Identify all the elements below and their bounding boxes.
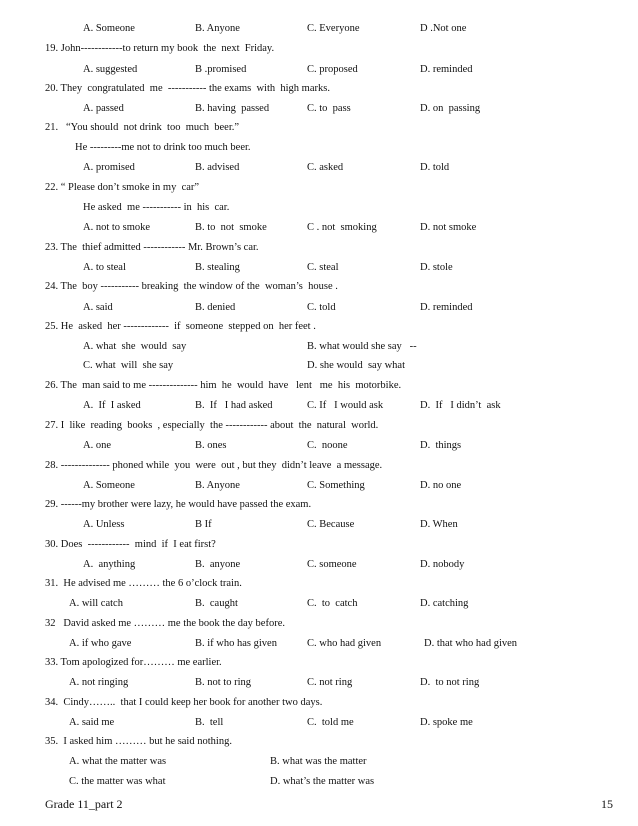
option-b: B. denied: [195, 302, 236, 313]
question-30: 30. Does ------------ mind if I eat first?: [45, 539, 216, 550]
option-b: B If: [195, 519, 212, 530]
question-29: 29. ------my brother were lazy, he would have passed the exam.: [45, 499, 312, 510]
option-c: C. the matter was what: [69, 776, 166, 787]
option-b: B. Anyone: [195, 480, 240, 491]
option-d: D. told: [420, 162, 450, 173]
option-a: A. If I asked: [83, 400, 141, 411]
option-b: B. tell: [195, 717, 224, 728]
option-c: C. steal: [307, 262, 339, 273]
option-c: C. told me: [307, 717, 354, 728]
option-c: C. proposed: [307, 64, 358, 75]
question-22-sub: He asked me ----------- in his car.: [83, 202, 230, 213]
option-b: B. advised: [195, 162, 240, 173]
question-35: 35. I asked him ……… but he said nothing.: [45, 736, 232, 747]
option-b: B. anyone: [195, 559, 241, 570]
option-a: A. what the matter was: [69, 756, 167, 767]
option-a: A. one: [83, 440, 111, 451]
option-b: B. if who has given: [195, 638, 277, 649]
option-c: C. who had given: [307, 638, 382, 649]
question-19: 19. John------------to return my book the next Friday.: [45, 43, 275, 54]
option-d: D. spoke me: [420, 717, 473, 728]
option-b: B. caught: [195, 598, 238, 609]
option-d: D. things: [420, 440, 462, 451]
option-d: D. catching: [420, 598, 469, 609]
question-32: 32 David asked me ……… me the book the day before.: [45, 618, 285, 629]
option-b: B. having passed: [195, 103, 270, 114]
option-d: D. that who had given: [424, 638, 518, 649]
question-21-sub: He ---------me not to drink too much beer.: [75, 142, 251, 153]
option-a: A. promised: [83, 162, 135, 173]
footer-title: Grade 11_part 2: [45, 797, 123, 811]
option-d: D. what’s the matter was: [270, 776, 375, 787]
option-d: D .Not one: [420, 23, 467, 34]
option-a: A. what she would say: [83, 341, 187, 352]
option-d: D. If I didn’t ask: [420, 400, 501, 411]
option-a: A. not to smoke: [83, 222, 151, 233]
option-c: C. to pass: [307, 103, 351, 114]
option-c: C. Everyone: [307, 23, 360, 34]
option-c: C. Something: [307, 480, 365, 491]
question-21: 21. “You should not drink too much beer.”: [45, 122, 240, 133]
option-c: C. asked: [307, 162, 344, 173]
question-24: 24. The boy ----------- breaking the window of the woman’s house .: [45, 281, 338, 292]
option-d: D. to not ring: [420, 677, 480, 688]
page-number: 15: [601, 797, 613, 811]
option-d: D. she would say what: [307, 360, 405, 371]
question-22: 22. “ Please don’t smoke in my car”: [45, 182, 200, 193]
option-b: B .promised: [195, 64, 247, 75]
option-b: B. Anyone: [195, 23, 240, 34]
option-a: A. Unless: [83, 519, 125, 530]
option-c: C . not smoking: [307, 222, 377, 233]
option-d: D. reminded: [420, 302, 473, 313]
option-a: A. if who gave: [69, 638, 132, 649]
option-c: C. not ring: [307, 677, 353, 688]
option-a: A. anything: [83, 559, 136, 570]
option-d: D. no one: [420, 480, 462, 491]
question-34: 34. Cindy…….. that I could keep her book for another two days.: [45, 697, 323, 708]
question-31: 31. He advised me ……… the 6 o’clock train.: [45, 578, 242, 589]
option-a: A. passed: [83, 103, 124, 114]
option-c: C. noone: [307, 440, 348, 451]
option-c: C. what will she say: [83, 360, 174, 371]
option-b: B. stealing: [195, 262, 240, 273]
question-23: 23. The thief admitted ------------ Mr. Brown’s car.: [45, 242, 259, 253]
option-b: B. what was the matter: [270, 756, 367, 767]
option-a: A. Someone: [83, 480, 135, 491]
option-d: D. not smoke: [420, 222, 477, 233]
option-a: A. not ringing: [69, 677, 129, 688]
option-d: D. on passing: [420, 103, 481, 114]
option-b: B. to not smoke: [195, 222, 267, 233]
option-a: A. to steal: [83, 262, 126, 273]
option-a: A. said: [83, 302, 113, 313]
option-c: C. If I would ask: [307, 400, 384, 411]
option-c: C. told: [307, 302, 336, 313]
option-a: A. suggested: [83, 64, 138, 75]
option-d: D. nobody: [420, 559, 465, 570]
question-28: 28. -------------- phoned while you were out , but they didn’t leave a message.: [45, 460, 383, 471]
option-d: D. When: [420, 519, 458, 530]
question-27: 27. I like reading books , especially the ------------ about the natural world.: [45, 420, 379, 431]
question-25: 25. He asked her ------------- if someone stepped on her feet .: [45, 321, 316, 332]
option-c: C. to catch: [307, 598, 358, 609]
option-b: B. ones: [195, 440, 227, 451]
question-20: 20. They congratulated me ----------- the exams with high marks.: [45, 83, 330, 94]
option-b: B. what would she say --: [307, 341, 417, 352]
option-d: D. stole: [420, 262, 453, 273]
option-d: D. reminded: [420, 64, 473, 75]
question-26: 26. The man said to me -------------- him he would have lent me his motorbike.: [45, 380, 402, 391]
option-b: B. If I had asked: [195, 400, 273, 411]
question-33: 33. Tom apologized for……… me earlier.: [45, 657, 222, 668]
option-a: A. Someone: [83, 23, 135, 34]
option-b: B. not to ring: [195, 677, 252, 688]
option-a: A. said me: [69, 717, 115, 728]
option-c: C. someone: [307, 559, 357, 570]
option-c: C. Because: [307, 519, 355, 530]
option-a: A. will catch: [69, 598, 123, 609]
